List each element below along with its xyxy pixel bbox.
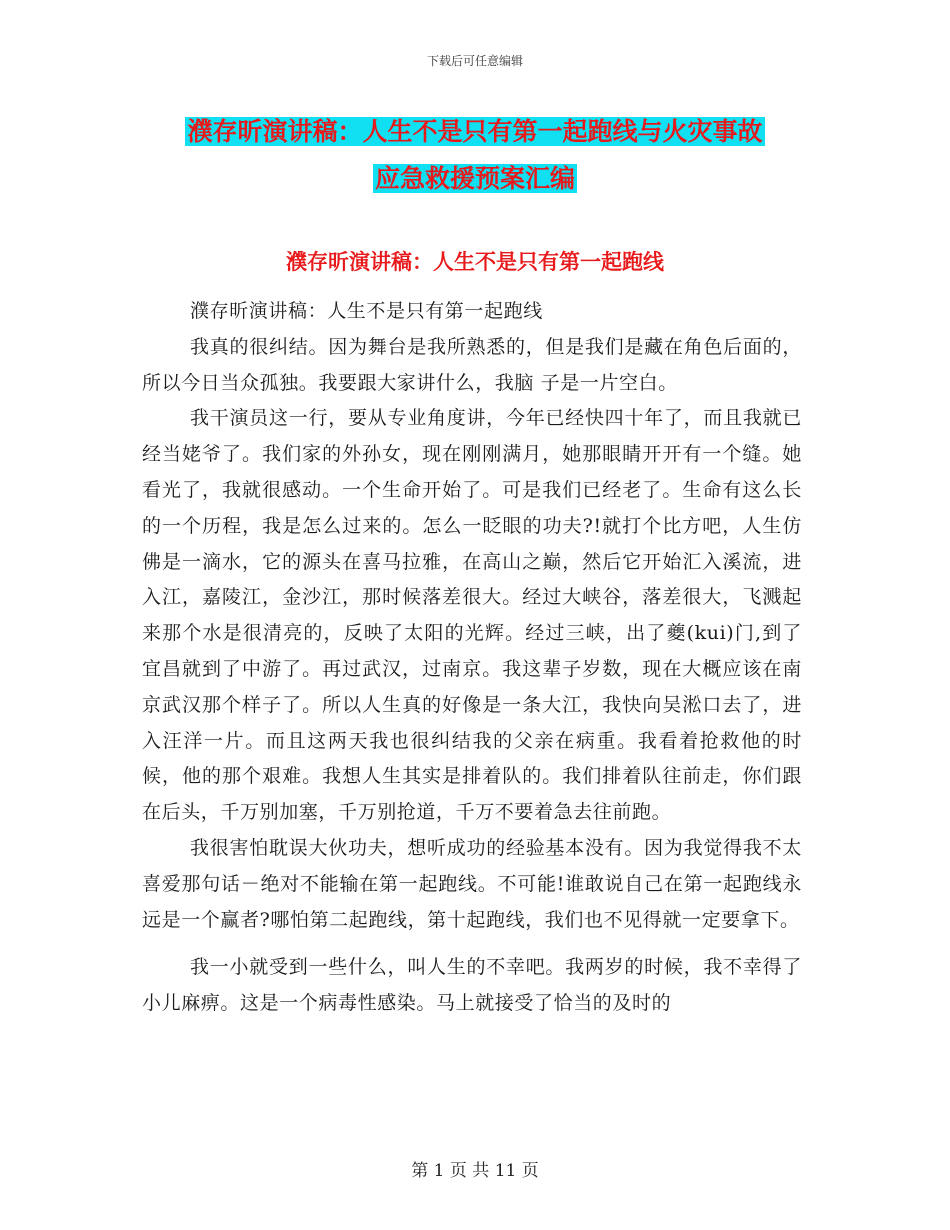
document-title-line-2: 应急救援预案汇编 — [374, 164, 575, 193]
document-title — [0, 108, 950, 202]
page-number: 第 1 页 共 11 页 — [411, 1161, 539, 1181]
paragraph: 我干演员这一行，要从专业角度讲，今年已经快四十年了，而且我就已经当姥爷了。我们家的外孙女，现在刚刚满月，她那眼睛开开有一个缝。她看光了，我就很感动。一个生命开始了。可是我们已经老了。生命有这么长的一个历程，我是怎么过来的。怎么一眨眼的功夫?!就打个比方吧，人生仿佛是一滴水，它的源头在喜马拉雅，在高山之巅，然后它开始汇入溪流，进入江，嘉陵江，金沙江，那时候落差很大。经过大峡谷，落差很大，飞溅起来那个水是很清亮的，反映了太阳的光辉。经过三峡，出了夔(kui)门,到了宜昌就到了中游了。再过武汉，过南京。我这辈子岁数，现在大概应该在南京武汉那个样子了。所以人生真的好像是一条大江，我快向吴淞口去了，进入汪洋一片。而且这两天我也很纠结我的父亲在病重。我看着抢救他的时候，他的那个艰难。我想人生其实是排着队的。我们排着队往前走，你们跟在后头，千万别加塞，千万别抢道，千万不要着急去往前跑。 — [142, 407, 802, 824]
paragraph: 我真的很纠结。因为舞台是我所熟悉的，但是我们是藏在角色后面的，所以今日当众孤独。我要跟大家讲什么，我脑 子是一片空白。 — [142, 335, 802, 394]
document-title-line-1: 濮存昕演讲稿：人生不是只有第一起跑线与火灾事故 — [187, 117, 763, 146]
page-header: 下载后可任意编辑 — [426, 54, 523, 68]
paragraph: 我很害怕耽误大伙功夫，想听成功的经验基本没有。因为我觉得我不太喜爱那句话－绝对不能输在第一起跑线。不可能!谁敢说自己在第一起跑线永远是一个赢者?哪怕第二起跑线，第十起跑线，我们也不见得就一定要拿下。 — [142, 836, 802, 931]
section-title: 濮存昕演讲稿：人生不是只有第一起跑线 — [286, 250, 664, 274]
paragraph: 我一小就受到一些什么，叫人生的不幸吧。我两岁的时候，我不幸得了小儿麻痹。这是一个病毒性感染。马上就接受了恰当的及时的 — [142, 956, 802, 1015]
document-body — [142, 294, 802, 1022]
paragraph: 濮存昕演讲稿：人生不是只有第一起跑线 — [190, 300, 543, 322]
